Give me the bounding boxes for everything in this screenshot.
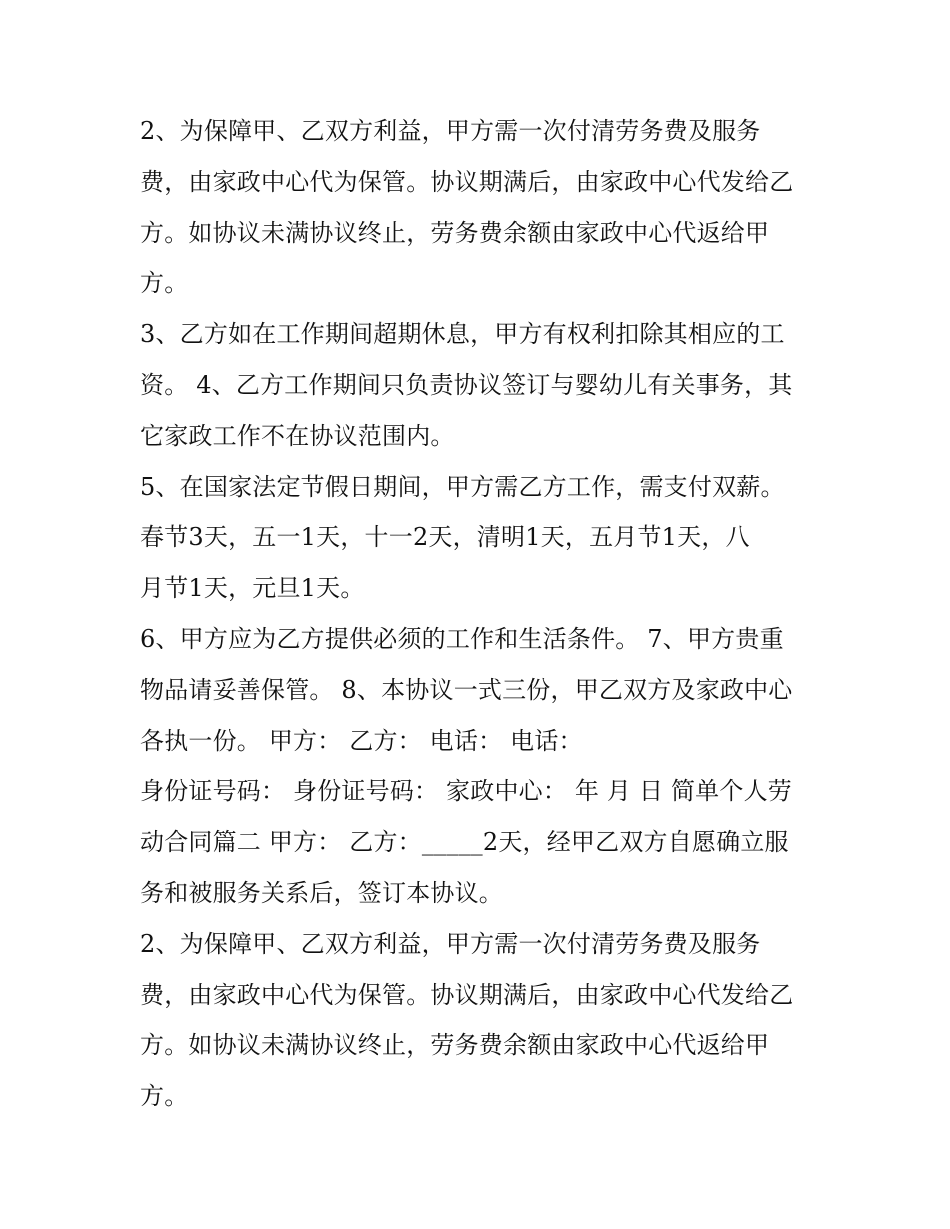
- text-line: 动合同篇二 甲方： 乙方：_____2天，经甲乙双方自愿确立服: [140, 828, 789, 857]
- text-line: 物品请妥善保管。 8、本协议一式三份，甲乙双方及家政中心: [140, 675, 793, 704]
- text-line: 春节3天，五一1天，十一2天，清明1天，五月节1天，八: [140, 523, 750, 552]
- text-line: 身份证号码： 身份证号码： 家政中心： 年 月 日 简单个人劳: [140, 777, 792, 806]
- text-line: 3、乙方如在工作期间超期休息，甲方有权利扣除其相应的工: [140, 320, 785, 349]
- text-line: 务和被服务关系后，签订本协议。: [140, 878, 503, 907]
- text-line: 2、为保障甲、乙双方利益，甲方需一次付清劳务费及服务: [140, 929, 761, 958]
- text-line: 2、为保障甲、乙双方利益，甲方需一次付清劳务费及服务: [140, 117, 761, 145]
- text-line: 方。: [140, 1082, 189, 1111]
- text-line: 方。如协议未满协议终止，劳务费余额由家政中心代返给甲: [140, 1031, 770, 1060]
- document-body: [140, 106, 820, 1122]
- text-line: 月节1天，元旦1天。: [140, 574, 365, 603]
- text-line: 方。如协议未满协议终止，劳务费余额由家政中心代返给甲: [140, 218, 770, 247]
- text-line: 6、甲方应为乙方提供必须的工作和生活条件。 7、甲方贵重: [140, 624, 784, 653]
- text-line: 方。: [140, 269, 189, 298]
- text-line: 费，由家政中心代为保管。协议期满后，由家政中心代发给乙: [140, 980, 794, 1009]
- text-line: 各执一份。 甲方： 乙方： 电话： 电话：: [140, 726, 583, 755]
- text-line: 5、在国家法定节假日期间，甲方需乙方工作，需支付双薪。: [140, 472, 785, 501]
- text-line: 它家政工作不在协议范围内。: [140, 421, 455, 450]
- text-line: 资。 4、乙方工作期间只负责协议签订与婴幼儿有关事务，其: [140, 370, 793, 399]
- text-line: 费，由家政中心代为保管。协议期满后，由家政中心代发给乙: [140, 167, 794, 196]
